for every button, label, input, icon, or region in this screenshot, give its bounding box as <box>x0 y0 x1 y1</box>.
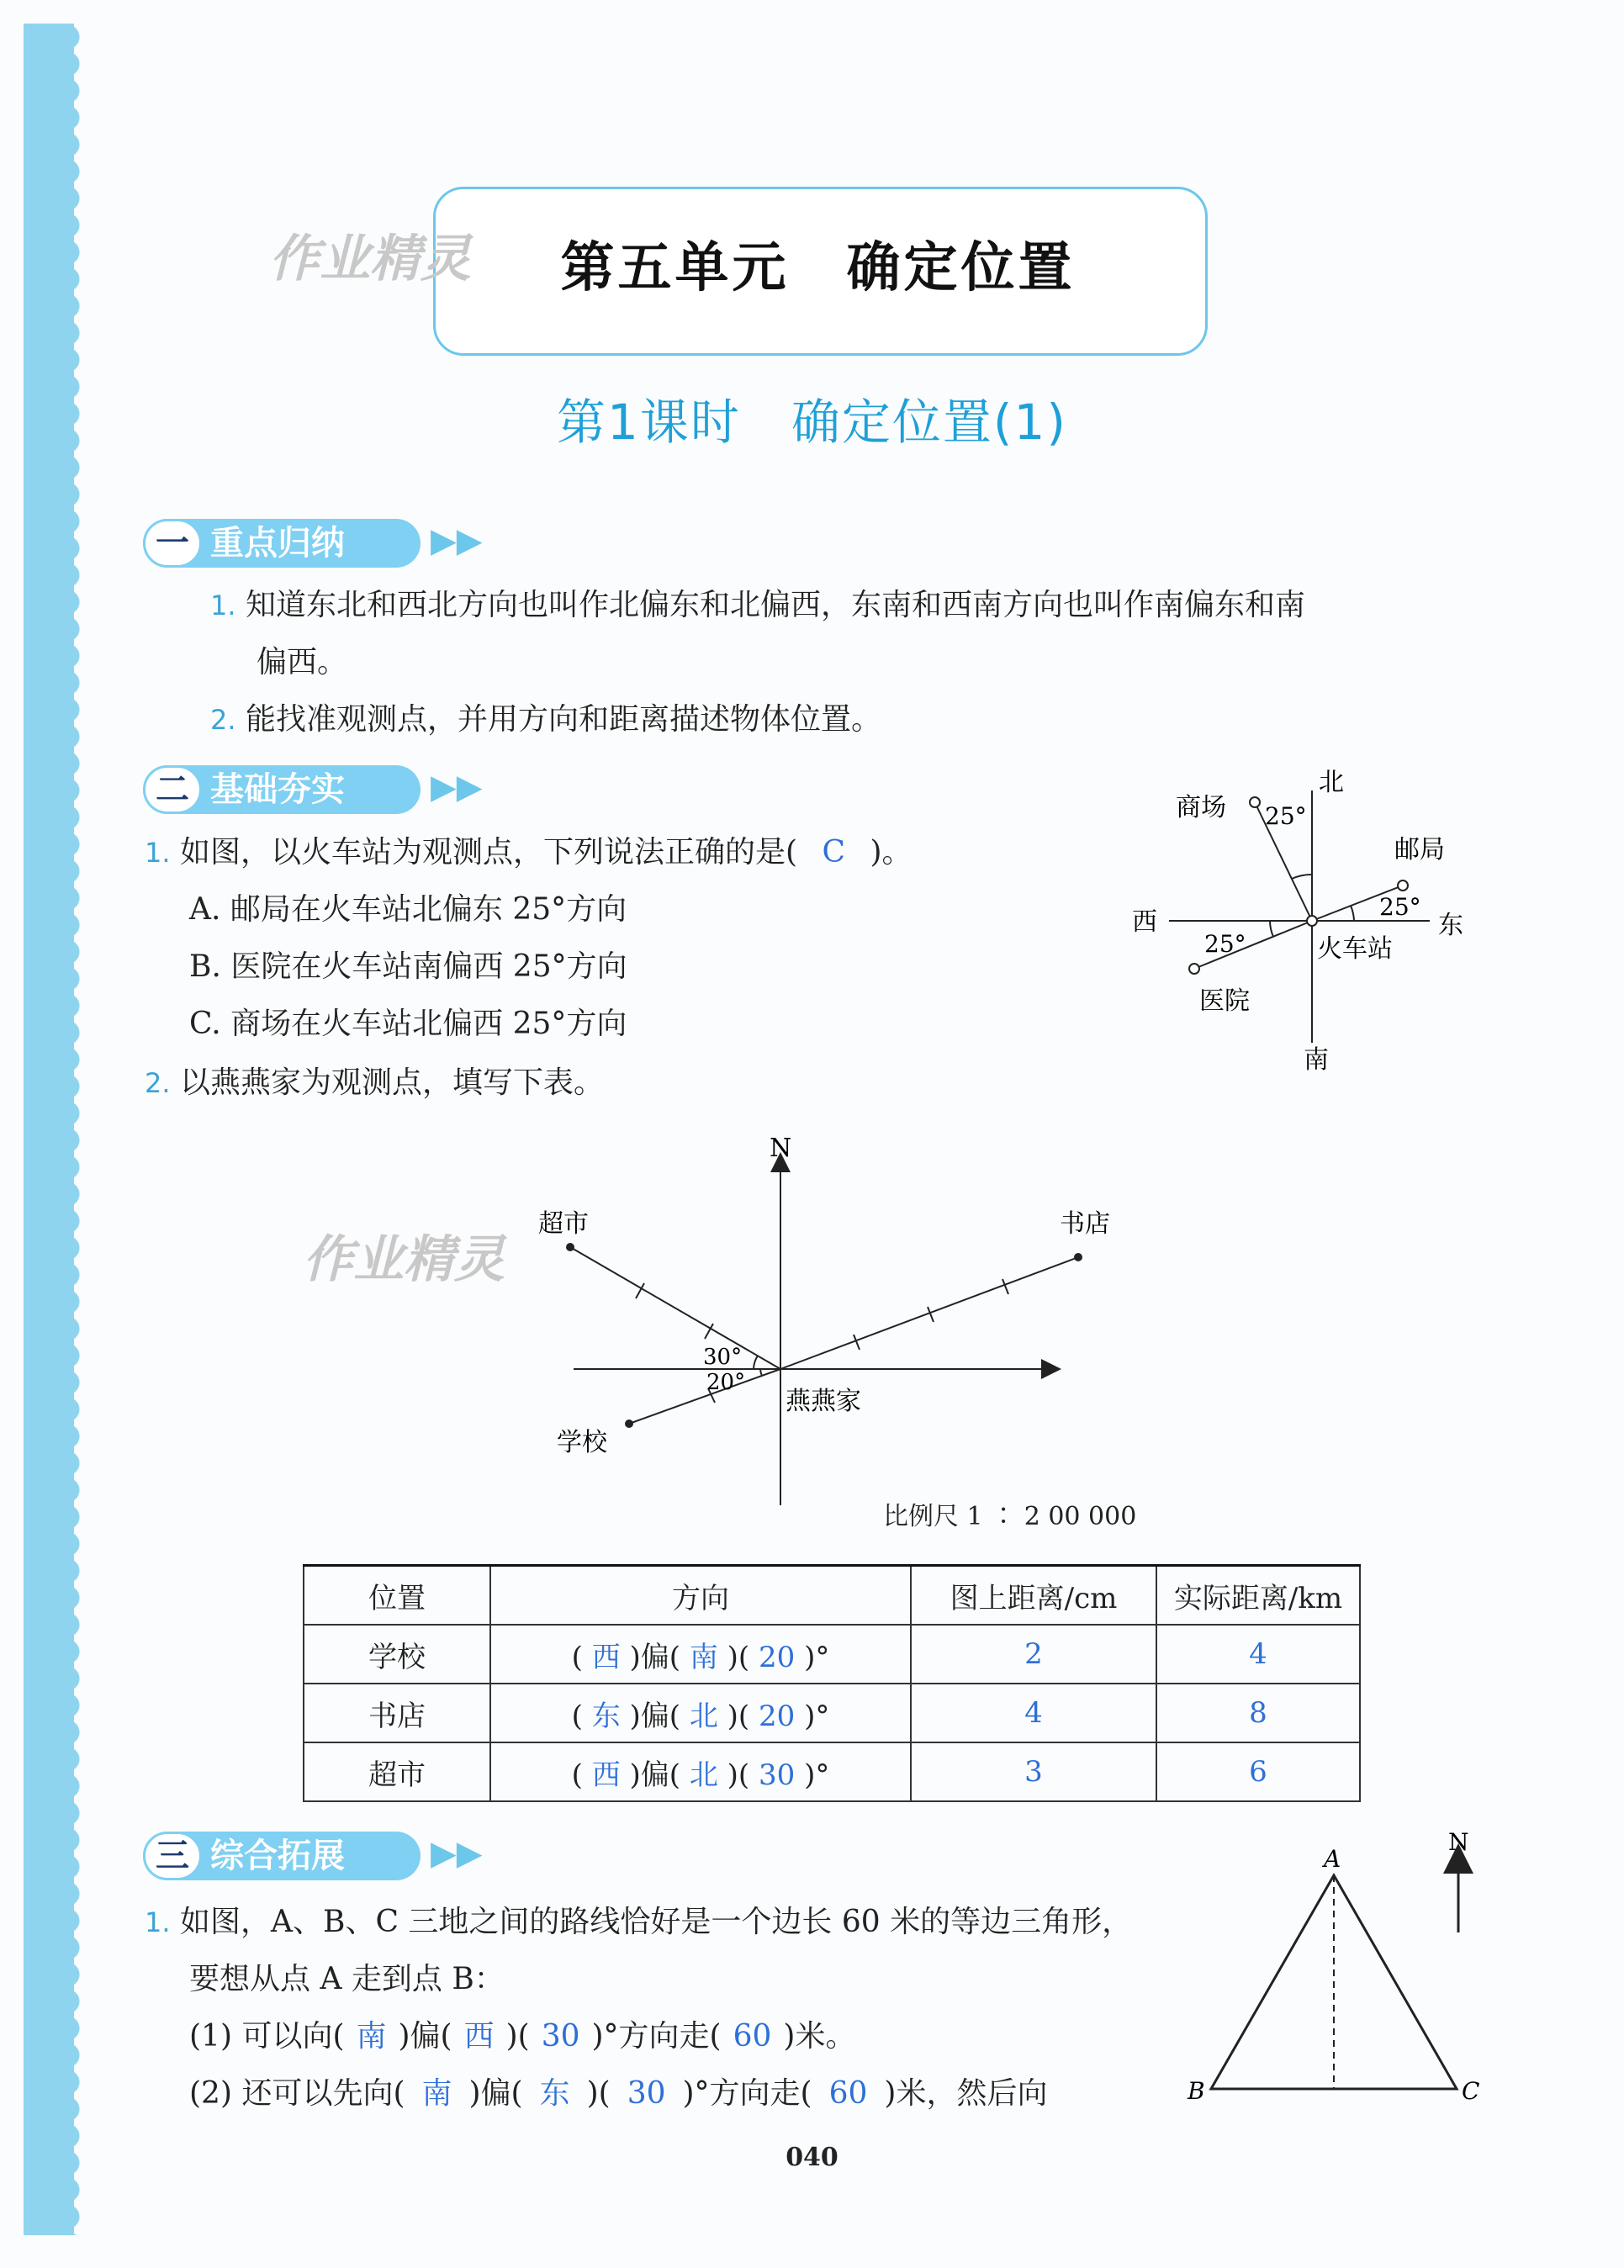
watermark: 作业精灵 <box>303 1230 505 1289</box>
angle-label: 20° <box>706 1370 746 1395</box>
north-label: 北 <box>1319 768 1344 797</box>
hospital-point <box>1189 964 1199 974</box>
section-arrow-icon: ▶▶ <box>431 521 483 560</box>
center-label: 燕燕家 <box>786 1387 861 1416</box>
left-strip-scalloped-edge <box>67 24 86 2235</box>
section-label: 重点归纳 <box>210 524 345 563</box>
compass-diagram <box>1127 765 1480 1085</box>
station-point <box>1307 916 1317 926</box>
section-number: 二 <box>143 765 202 814</box>
section-header-extension <box>143 1832 421 1880</box>
angle-label: 25° <box>1204 930 1246 958</box>
list-item-continued: 偏西。 <box>257 645 348 679</box>
line-to-school <box>629 1369 780 1424</box>
sub-question-1: (1) 可以向( 南 )偏( 西 )( 30 )°方向走( 60 )米。 <box>189 2019 856 2054</box>
scale-label: 比例尺 1 ∶ 2 00 000 <box>883 1502 1137 1531</box>
hospital-label: 医院 <box>1199 986 1250 1016</box>
school-point <box>625 1419 633 1428</box>
bookstore-point <box>1074 1253 1082 1261</box>
line-to-market <box>570 1247 780 1369</box>
question-stem: 2. 以燕燕家为观测点，填写下表。 <box>145 1065 604 1100</box>
angle-label: 25° <box>1265 802 1307 830</box>
south-label: 南 <box>1304 1045 1329 1075</box>
unit-title: 第五单元 确定位置 <box>560 237 1076 299</box>
north-label: N <box>1448 1828 1469 1856</box>
option-a: A. 邮局在火车站北偏东 25°方向 <box>189 892 627 927</box>
watermark: 作业精灵 <box>269 230 471 288</box>
angle-label: 25° <box>1379 893 1421 921</box>
west-label: 西 <box>1132 907 1157 937</box>
table-header: 实际距离/km <box>1156 1566 1360 1626</box>
table-header: 方向 <box>490 1566 911 1626</box>
mall-point <box>1250 797 1260 807</box>
page-number: 040 <box>786 2143 838 2172</box>
table-row: 超市 ( 西 )偏( 北 )( 30 )° 3 6 <box>304 1742 1360 1801</box>
section-arrow-icon: ▶▶ <box>431 1834 483 1873</box>
position-table <box>303 1564 1361 1802</box>
vertex-a-label: A <box>1324 1845 1341 1873</box>
section-arrow-icon: ▶▶ <box>431 768 483 806</box>
market-point <box>566 1243 574 1251</box>
option-b: B. 医院在火车站南偏西 25°方向 <box>189 949 627 984</box>
table-row: 书店 ( 东 )偏( 北 )( 20 )° 4 8 <box>304 1684 1360 1742</box>
section-header-basics <box>143 765 421 814</box>
mall-label: 商场 <box>1176 793 1226 822</box>
sub-question-2: (2) 还可以先向( 南 )偏( 东 )( 30 )°方向走( 60 )米，然后向 <box>189 2076 1048 2111</box>
map-diagram <box>505 1127 1144 1531</box>
question-stem: 1. 如图，以火车站为观测点，下列说法正确的是( C )。 <box>145 835 913 870</box>
lesson-title: 第1课时 确定位置(1) <box>556 394 1068 451</box>
angle-label: 30° <box>703 1345 743 1370</box>
section-number: 一 <box>143 519 202 568</box>
section-label: 综合拓展 <box>210 1837 345 1875</box>
list-item: 1. 知道东北和西北方向也叫作北偏东和北偏西，东南和西南方向也叫作南偏东和南 <box>210 588 1305 622</box>
section-header-key-points <box>143 519 421 568</box>
map-north-label: N <box>770 1134 792 1163</box>
vertex-c-label: C <box>1462 2077 1480 2105</box>
left-decorative-strip <box>24 24 74 2235</box>
triangle-diagram <box>1177 1825 1480 2111</box>
table-row: 学校 ( 西 )偏( 南 )( 20 )° 2 4 <box>304 1625 1360 1684</box>
vertex-b-label: B <box>1188 2077 1205 2105</box>
list-item: 2. 能找准观测点，并用方向和距离描述物体位置。 <box>210 702 881 737</box>
section-label: 基础夯实 <box>210 770 345 809</box>
table-header: 位置 <box>304 1566 490 1626</box>
section-number: 三 <box>143 1832 202 1880</box>
answer-choice: C <box>822 835 846 870</box>
post-point <box>1398 880 1408 891</box>
school-label: 学校 <box>557 1428 607 1457</box>
market-label: 超市 <box>538 1209 589 1239</box>
option-c: C. 商场在火车站北偏西 25°方向 <box>189 1007 627 1041</box>
table-header: 图上距离/cm <box>911 1566 1156 1626</box>
bookstore-label: 书店 <box>1060 1209 1110 1239</box>
station-label: 火车站 <box>1317 934 1393 964</box>
question-stem: 1. 如图，A、B、C 三地之间的路线恰好是一个边长 60 米的等边三角形， <box>145 1905 1133 1939</box>
post-label: 邮局 <box>1394 835 1445 864</box>
question-stem-continued: 要想从点 A 走到点 B： <box>189 1962 505 1996</box>
east-label: 东 <box>1438 911 1463 940</box>
